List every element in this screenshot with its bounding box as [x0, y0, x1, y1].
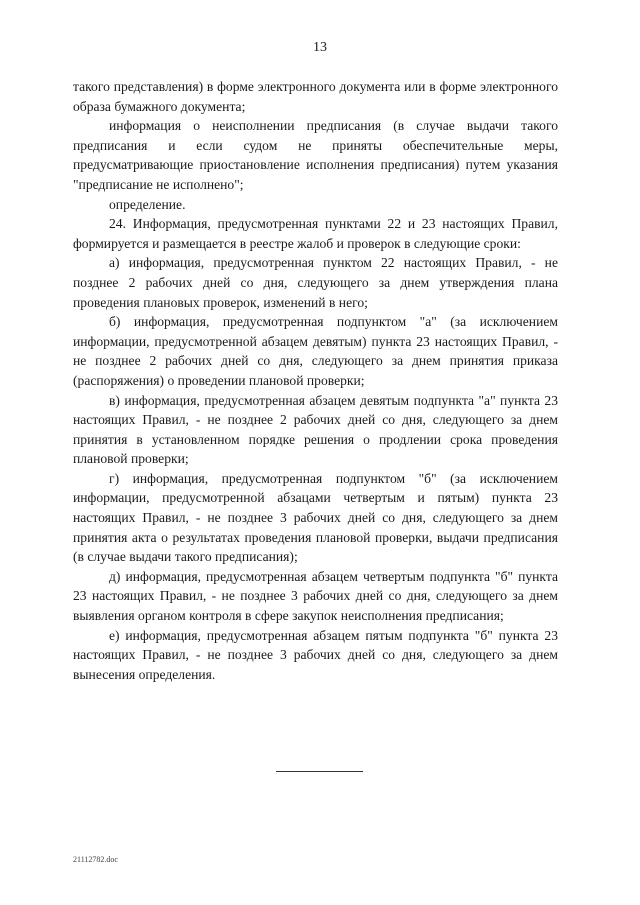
paragraph-subitem-d: д) информация, предусмотренная абзацем четвертым подпункта "б" пункта 23 настоящих Правил, - не позднее 3 рабочих дней со дня, следующего за днем выявления органом контроля в сфере закупок неисполнения предписания;	[73, 568, 558, 624]
paragraph-subitem-b: б) информация, предусмотренная подпунктом "а" (за исключением информации, предусмотренной абзацем девятым) пункта 23 настоящих Правил, - не позднее 2 рабочих дней со дня, следующего за днем принятия приказа (распоряжения) о проведении плановой проверки;	[73, 314, 558, 388]
end-separator-line	[276, 771, 363, 772]
footer-document-code: 21112782.doc	[73, 855, 118, 864]
paragraph-subitem-v: в) информация, предусмотренная абзацем девятым подпункта "а" пункта 23 настоящих Правил, - не позднее 2 рабочих дней со дня, следующего за днем принятия в установленном порядке решения о продлении срока проведения плановой проверки;	[73, 392, 558, 467]
paragraph-subitem-a: а) информация, предусмотренная пунктом 22 настоящих Правил, - не позднее 2 рабочих дней со дня, следующего за днем утверждения плана проведения плановых проверок, изменений в него;	[73, 255, 558, 310]
page-number: 13	[313, 40, 327, 55]
paragraph-item-24: 24. Информация, предусмотренная пунктами 22 и 23 настоящих Правил, формируется и размещается в реестре жалоб и проверок в следующие сроки:	[73, 216, 558, 251]
document-body	[73, 77, 558, 684]
paragraph-continuation: такого представления) в форме электронного документа или в форме электронного образа бумажного документа;	[73, 79, 558, 114]
paragraph-nonexecution-info: информация о неисполнении предписания (в случае выдачи такого предписания и если судом не приняты обеспечительные меры, предусматривающие приостановление исполнения предписания) путем указания "предписание не исполнено";	[73, 118, 558, 192]
paragraph-subitem-g: г) информация, предусмотренная подпунктом "б" (за исключением информации, предусмотренной абзацами четвертым и пятым) пункта 23 настоящих Правил, - не позднее 3 рабочих дней со дня, следующего за днем принятия акта о результатах проведения плановой проверки, выдачи предписания (в случае выдачи такого предписания);	[73, 470, 558, 565]
paragraph-subitem-e: е) информация, предусмотренная абзацем пятым подпункта "б" пункта 23 настоящих Правил, - не позднее 3 рабочих дней со дня, следующего за днем вынесения определения.	[73, 627, 558, 682]
paragraph-determination: определение.	[109, 196, 186, 212]
